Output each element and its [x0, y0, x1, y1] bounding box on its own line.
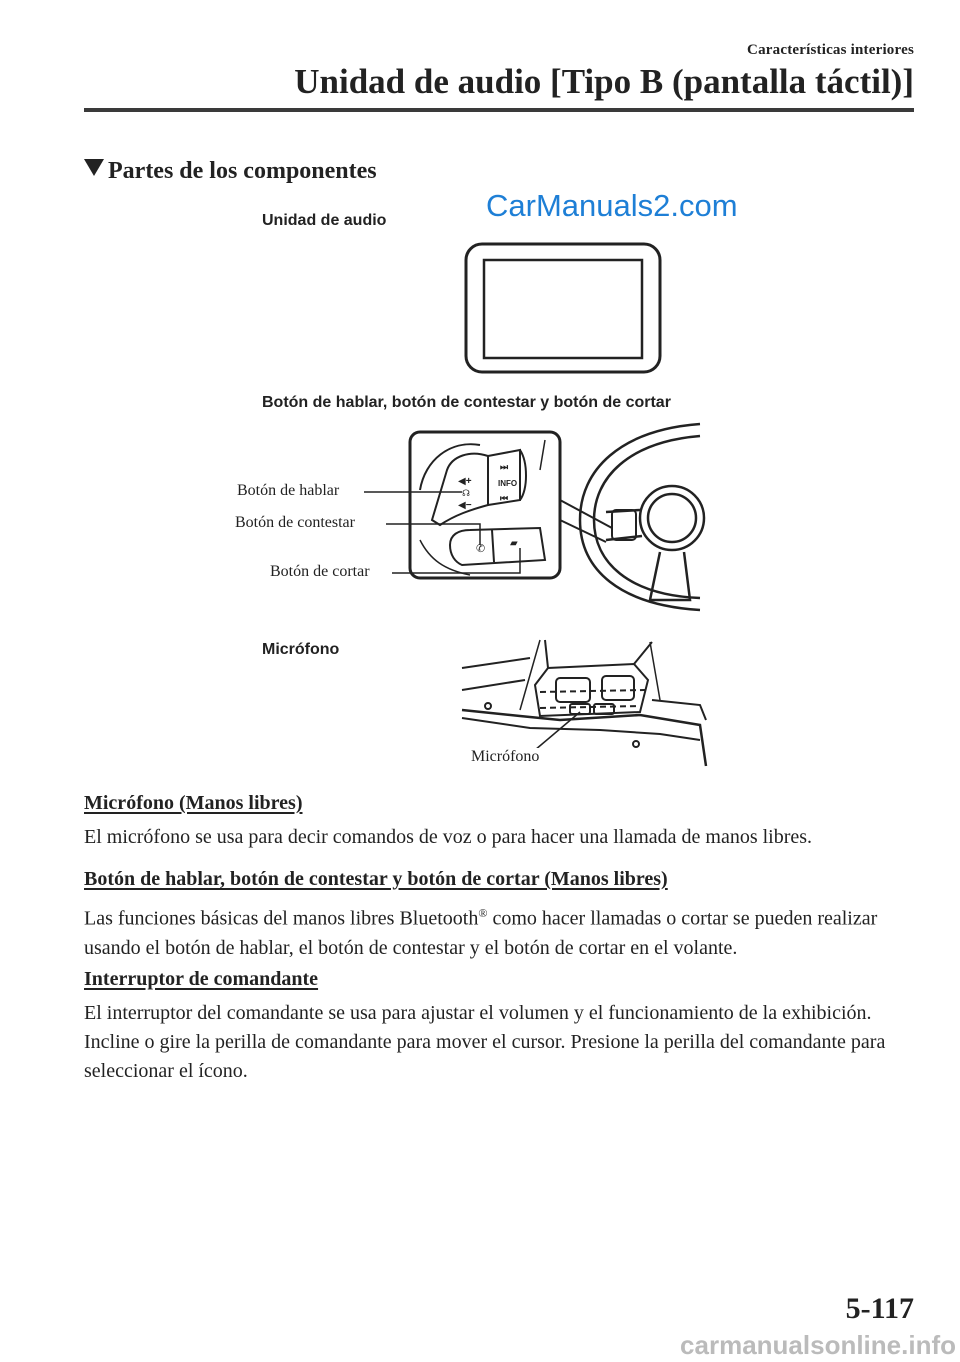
- svg-text:◀+: ◀+: [458, 476, 472, 487]
- footer-watermark: carmanualsonline.info: [680, 1330, 956, 1360]
- figure-label-audio-unit: Unidad de audio: [262, 212, 387, 229]
- section-title: Unidad de audio [Tipo B (pantalla táctil)]: [294, 62, 914, 101]
- heading-microphone: Micrófono (Manos libres): [84, 792, 303, 814]
- svg-text:⏮: ⏮: [500, 493, 509, 503]
- chapter-title: Características interiores: [747, 42, 914, 58]
- callout-talk-button: Botón de hablar: [237, 482, 340, 499]
- audio-unit-drawing: [466, 244, 660, 372]
- page-number: 5-117: [845, 1292, 914, 1325]
- subsection-heading-text: Partes de los componentes: [108, 158, 377, 184]
- svg-text:☊: ☊: [462, 488, 470, 498]
- info-button-label: INFO: [498, 479, 518, 488]
- figure-label-steering-buttons: Botón de hablar, botón de contestar y botón de cortar: [262, 394, 671, 411]
- steering-buttons-drawing: [410, 432, 560, 578]
- paragraph-buttons-part1: Las funciones básicas del manos libres Bluetooth: [84, 907, 479, 930]
- heading-commander: Interruptor de comandante: [84, 968, 319, 990]
- section-buttons: [84, 868, 914, 963]
- callout-hangup-button: Botón de cortar: [270, 563, 370, 580]
- svg-text:◀−: ◀−: [458, 500, 472, 511]
- section-commander: [84, 968, 914, 1086]
- watermark: CarManuals2.com: [486, 188, 738, 223]
- figure-label-microphone: Micrófono: [262, 641, 340, 658]
- callout-answer-button: Botón de contestar: [235, 514, 355, 531]
- section-microphone: [84, 792, 914, 852]
- callout-microphone: Micrófono: [471, 748, 540, 765]
- svg-text:▰: ▰: [510, 538, 518, 549]
- svg-text:⏭: ⏭: [500, 462, 509, 472]
- paragraph-buttons-part2: como hacer llamadas o cortar se pueden realizar usando el botón de hablar, el botón de contestar y el botón de cortar en el volante.: [84, 907, 878, 959]
- svg-text:✆: ✆: [476, 543, 486, 555]
- steering-wheel-drawing: [580, 424, 704, 610]
- paragraph-buttons: [84, 899, 914, 963]
- heading-buttons: Botón de hablar, botón de contestar y botón de cortar (Manos libres): [84, 868, 668, 890]
- paragraph-microphone: El micrófono se usa para decir comandos de voz o para hacer una llamada de manos libres.: [84, 826, 813, 848]
- registered-mark: ®: [478, 906, 488, 920]
- paragraph-commander: El interruptor del comandante se usa para ajustar el volumen y el funcionamiento de la exhibición. Incline o gire la perilla de comandante para mover el cursor. Presione la perilla del comandante para seleccionar el ícono.: [84, 1002, 886, 1082]
